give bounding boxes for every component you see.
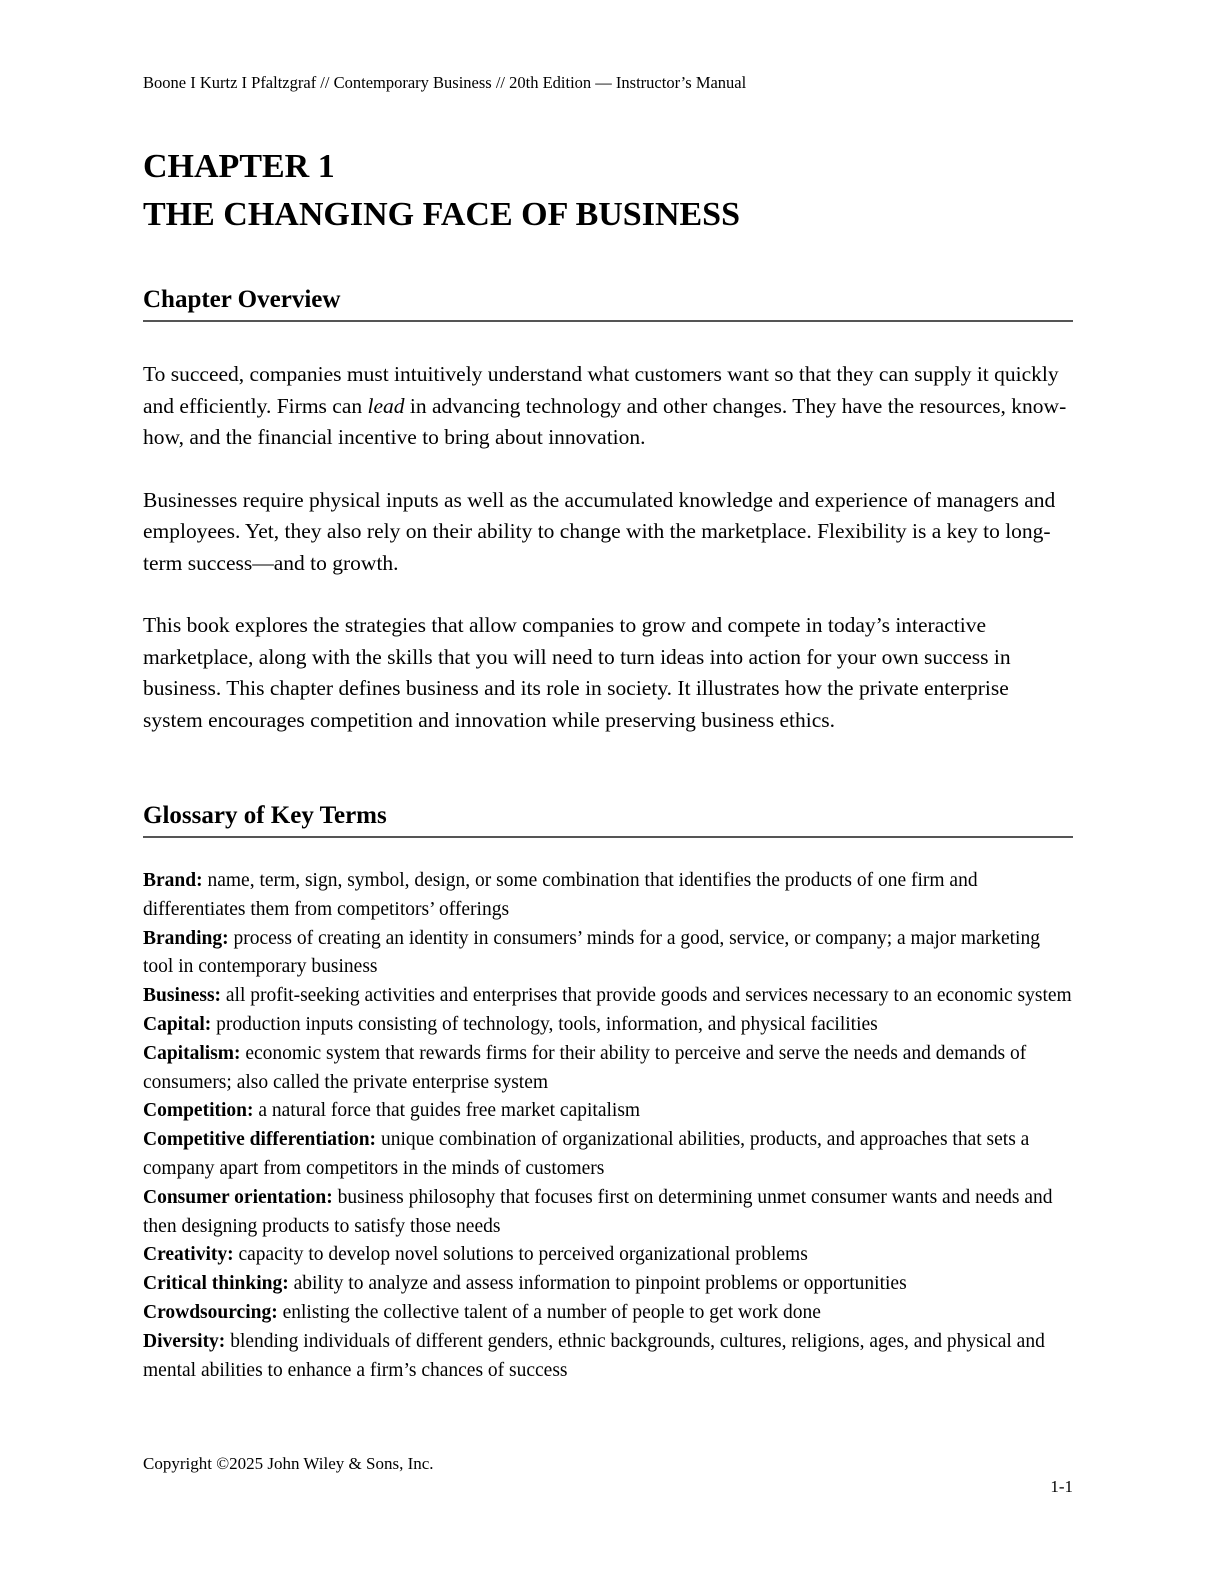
glossary-definition: ability to analyze and assess information to pinpoint problems or opportunities	[288, 1273, 907, 1295]
glossary-definition: unique combination of organizational abilities, products, and approaches that sets a company apart from competitors in the minds of customers	[143, 1129, 1030, 1179]
glossary-entry	[143, 1184, 1073, 1242]
page-number: 1-1	[1050, 1477, 1073, 1496]
glossary-definition: economic system that rewards firms for their ability to perceive and serve the needs and demands of consumers; also called the private enterprise system	[143, 1042, 1027, 1093]
overview-p1-emphasis: lead	[367, 393, 405, 418]
glossary-entry	[143, 1126, 1073, 1184]
glossary-definition: name, term, sign, symbol, design, or some combination that identifies the products of one firm and differentiates them from competitors’ offerings	[143, 870, 978, 920]
glossary-term: Creativity:	[143, 1244, 234, 1266]
glossary-definition: blending individuals of different genders, ethnic backgrounds, cultures, religions, ages, and physical and mental abilities to enhance a firm’s chances of success	[143, 1330, 1045, 1381]
glossary-term: Diversity:	[143, 1330, 226, 1352]
glossary-definition: capacity to develop novel solutions to perceived organizational problems	[233, 1244, 808, 1266]
glossary-list	[143, 867, 1073, 1385]
glossary-entry	[143, 1040, 1073, 1098]
glossary-term: Capitalism:	[143, 1042, 241, 1064]
glossary-definition: process of creating an identity in consumers’ minds for a good, service, or company; a major marketing tool in contemporary business	[143, 927, 1040, 978]
chapter-overview-body	[143, 359, 1073, 767]
glossary-entry	[143, 1270, 1073, 1299]
glossary-term: Branding:	[143, 927, 229, 949]
chapter-overview-heading: Chapter Overview	[143, 283, 1073, 322]
glossary-entry	[143, 1328, 1073, 1386]
chapter-name: THE CHANGING FACE OF BUSINESS	[143, 196, 740, 233]
copyright-notice: Copyright ©2025 John Wiley & Sons, Inc.	[143, 1454, 434, 1473]
document-page	[143, 0, 1073, 1584]
overview-paragraph-1	[143, 359, 1073, 454]
glossary-heading: Glossary of Key Terms	[143, 799, 1073, 838]
glossary-entry	[143, 982, 1073, 1011]
glossary-definition: all profit-seeking activities and enterprises that provide goods and services necessary to an economic system	[221, 985, 1072, 1007]
chapter-title	[143, 143, 740, 239]
overview-paragraph-3: This book explores the strategies that allow companies to grow and compete in today’s interactive marketplace, along with the skills that you will need to turn ideas into action for your own success in business. This chapter defines business and its role in society. It illustrates how the private enterprise system encourages competition and innovation while preserving business ethics.	[143, 613, 1011, 732]
glossary-term: Brand:	[143, 870, 203, 891]
overview-paragraph-2: Businesses require physical inputs as well as the accumulated knowledge and experience of managers and employees. Yet, they also rely on their ability to change with the marketplace. Flexibility is a key to long-term success—and to growth.	[143, 487, 1056, 575]
glossary-definition: a natural force that guides free market capitalism	[253, 1100, 641, 1122]
glossary-term: Competitive differentiation:	[143, 1129, 377, 1151]
glossary-term: Business:	[143, 985, 222, 1007]
chapter-number: CHAPTER 1	[143, 148, 335, 185]
running-header: Boone I Kurtz I Pfaltzgraf // Contemporary Business // 20th Edition — Instructor’s Manual	[143, 73, 747, 92]
glossary-entry	[143, 1299, 1073, 1328]
glossary-entry	[143, 1011, 1073, 1040]
glossary-term: Critical thinking:	[143, 1273, 289, 1295]
glossary-term: Capital:	[143, 1013, 212, 1035]
overview-p1-text: To succeed, companies must intuitively understand what customers want so that they can supply it quickly and efficiently. Firms can	[143, 362, 1059, 418]
overview-p1-text-end: in advancing technology and other changes. They have the resources, know-how, and the financial incentive to bring about innovation.	[143, 393, 1067, 449]
glossary-entry	[143, 1241, 1073, 1270]
glossary-term: Crowdsourcing:	[143, 1301, 278, 1323]
glossary-entry	[143, 925, 1073, 983]
glossary-entry	[143, 1097, 1073, 1126]
glossary-term: Competition:	[143, 1100, 254, 1122]
glossary-definition: enlisting the collective talent of a number of people to get work done	[277, 1301, 821, 1323]
glossary-definition: business philosophy that focuses first on determining unmet consumer wants and needs and then designing products to satisfy those needs	[143, 1186, 1053, 1237]
glossary-definition: production inputs consisting of technology, tools, information, and physical facilities	[211, 1013, 878, 1035]
glossary-term: Consumer orientation:	[143, 1186, 333, 1208]
glossary-entry	[143, 867, 1073, 925]
